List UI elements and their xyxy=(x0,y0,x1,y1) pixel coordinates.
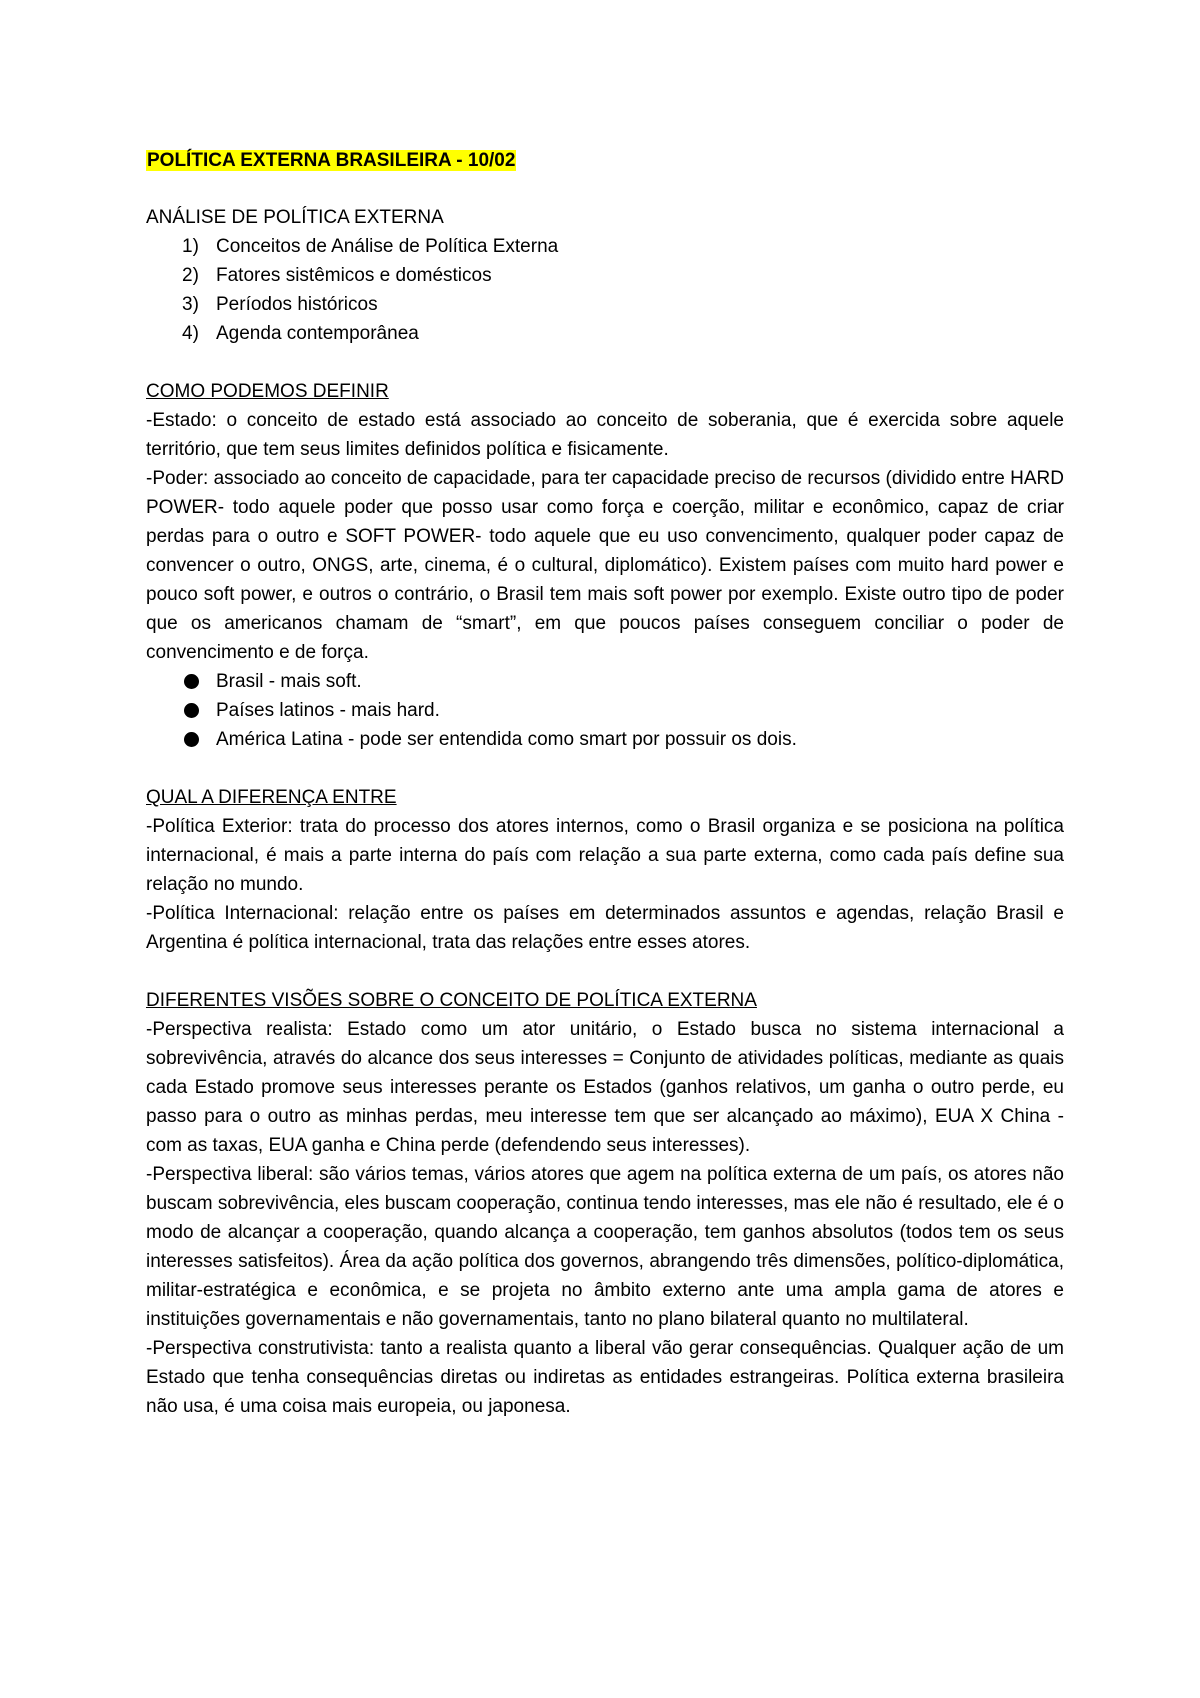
paragraph-liberal: -Perspectiva liberal: são vários temas, vários atores que agem na política externa de um país, os atores não buscam sobrevivência, eles buscam cooperação, continua tendo interesses, mas ele não é resultado, ele é o modo de alcançar a cooperação, quando alcança a cooperação, tem ganhos absolutos (todos tem os seus interesses satisfeitos). Área da ação política dos governos, abrangendo três dimensões, político-diplomática, militar-estratégica e econômica, e se projeta no âmbito externo ante uma ampla gama de atores e instituições governamentais e não governamentais, tanto no plano bilateral quanto no multilateral. xyxy=(146,1164,1064,1330)
list-item: 1) Conceitos de Análise de Política Externa xyxy=(182,236,559,257)
spacer xyxy=(146,348,1064,377)
list-item: América Latina - pode ser entendida como smart por possuir os dois. xyxy=(182,725,1064,754)
paragraph-construtivista: -Perspectiva construtivista: tanto a realista quanto a liberal vão gerar consequências. Qualquer ação de um Estado que tenha consequências diretas ou indiretas as entidades estrangeiras. Política externa brasileira não usa, é uma coisa mais europeia, ou japonesa. xyxy=(146,1338,1064,1417)
list-item: 3) Períodos históricos xyxy=(182,294,378,315)
document-title xyxy=(146,147,1064,175)
list-item: Países latinos - mais hard. xyxy=(182,696,1064,725)
section-heading-diferenca: QUAL A DIFERENÇA ENTRE xyxy=(146,787,397,808)
bullet-icon xyxy=(184,703,199,718)
spacer xyxy=(146,957,1064,986)
list-item: Brasil - mais soft. xyxy=(182,667,1064,696)
bullet-list xyxy=(146,667,1064,754)
section-heading-visoes: DIFERENTES VISÕES SOBRE O CONCEITO DE POLÍTICA EXTERNA xyxy=(146,990,757,1011)
spacer xyxy=(146,754,1064,783)
section-heading-analise: ANÁLISE DE POLÍTICA EXTERNA xyxy=(146,207,444,228)
title-highlight: POLÍTICA EXTERNA BRASILEIRA - 10/02 xyxy=(147,150,516,171)
paragraph-poder: -Poder: associado ao conceito de capacidade, para ter capacidade preciso de recursos (dividido entre HARD POWER- todo aquele poder que posso usar como força e coerção, militar e econômico, capaz de criar perdas para o outro e SOFT POWER- todo aquele que eu uso convencimento, qualquer poder capaz de convencer o outro, ONGS, arte, cinema, é o cultural, diplomático). Existem países com muito hard power e pouco soft power, e outros o contrário, o Brasil tem mais soft power por exemplo. Existe outro tipo de poder que os americanos chamam de “smart”, em que poucos países conseguem conciliar o poder de convencimento e de força. xyxy=(146,468,1064,663)
paragraph-politica-exterior: -Política Exterior: trata do processo dos atores internos, como o Brasil organiza e se posiciona na política internacional, é mais a parte interna do país com relação a sua parte externa, como cada país define sua relação no mundo. xyxy=(146,816,1064,895)
topics-list xyxy=(146,232,1064,348)
section-heading-definir: COMO PODEMOS DEFINIR xyxy=(146,381,389,402)
paragraph-realista: -Perspectiva realista: Estado como um ator unitário, o Estado busca no sistema internacional a sobrevivência, através do alcance dos seus interesses = Conjunto de atividades políticas, mediante as quais cada Estado promove seus interesses perante os Estados (ganhos relativos, um ganha o outro perde, eu passo para o outro as minhas perdas, meu interesse tem que ser alcançado ao máximo), EUA X China - com as taxas, EUA ganha e China perde (defendendo seus interesses). xyxy=(146,1019,1064,1156)
paragraph-estado: -Estado: o conceito de estado está associado ao conceito de soberania, que é exercida sobre aquele território, que tem seus limites definidos política e fisicamente. xyxy=(146,410,1064,460)
bullet-icon xyxy=(184,674,199,689)
list-item: 4) Agenda contemporânea xyxy=(182,323,419,344)
bullet-icon xyxy=(184,732,199,747)
paragraph-politica-internacional: -Política Internacional: relação entre os países em determinados assuntos e agendas, relação Brasil e Argentina é política internacional, trata das relações entre esses atores. xyxy=(146,903,1064,953)
list-item: 2) Fatores sistêmicos e domésticos xyxy=(182,265,492,286)
